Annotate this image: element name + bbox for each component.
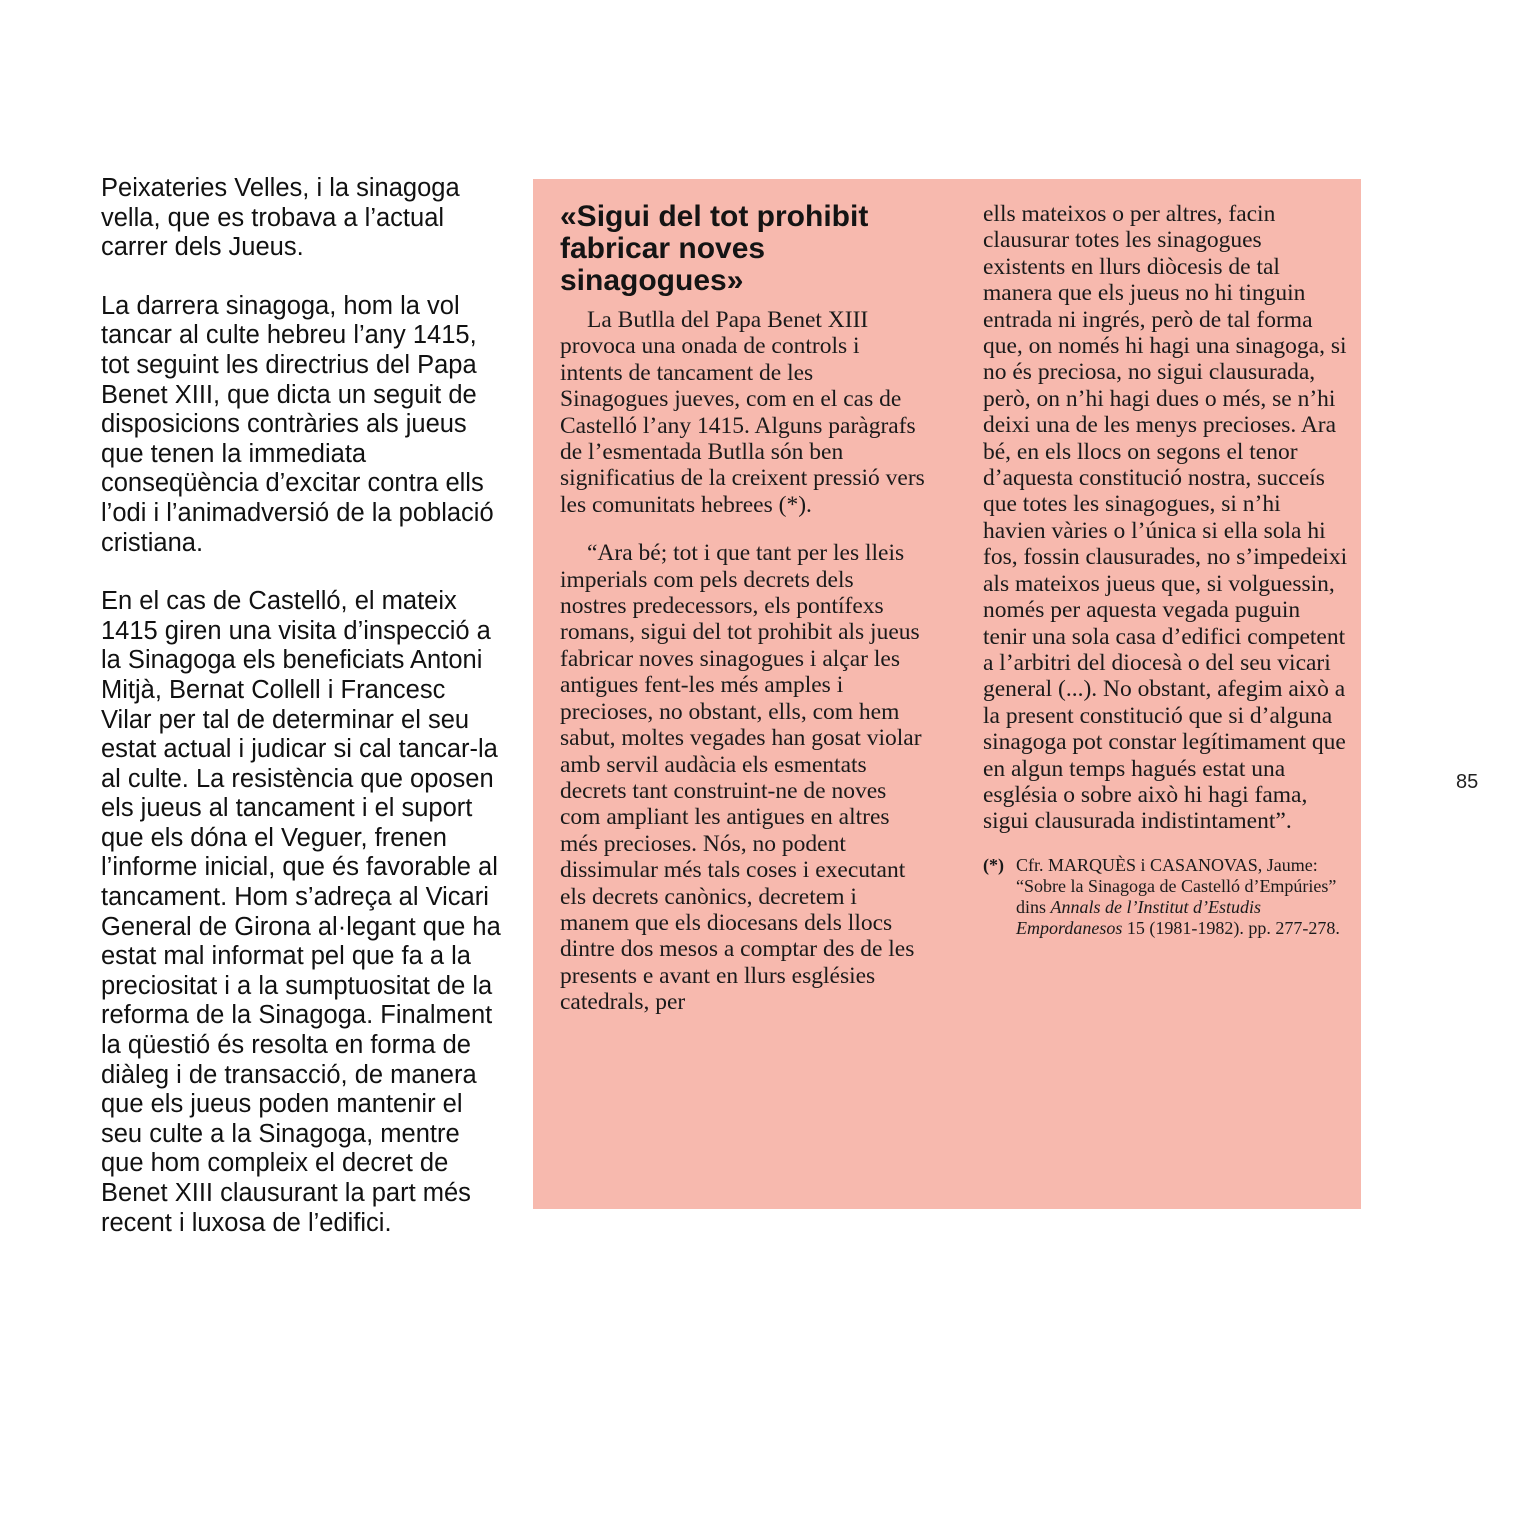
sidebar-heading: «Sigui del tot prohibit fabricar noves sinagogues» (560, 200, 869, 297)
footnote-marker: (*) (983, 854, 1004, 875)
footnote (983, 855, 1348, 939)
page-number: 85 (1456, 771, 1479, 793)
footnote-journal-title: Annals de l’Institut d’Estudis Empordanesos (1016, 896, 1262, 938)
sidebar-column-2 (983, 201, 1348, 939)
sidebar-intro: La Butlla del Papa Benet XIII provoca una onada de controls i intents de tancament de les Sinagogues jueves, com en el cas de Castelló l’any 1415. Alguns paràgrafs de l’esmentada Butlla són ben significatius de la creixent pressió vers les comunitats hebrees (*). (560, 307, 925, 518)
sidebar-box (533, 179, 1361, 1209)
body-paragraph-2: La darrera sinagoga, hom la vol tancar al culte hebreu l’any 1415, tot seguint les directrius del Papa Benet XIII, que dicta un seguit de disposicions contràries als jueus que tenen la immediata conseqüència d’excitar contra ells l’odi i l’animadversió de la població cristiana. (101, 291, 494, 557)
sidebar-quote-part-1: “Ara bé; tot i que tant per les lleis imperials com pels decrets dels nostres predecessors, els pontífexs romans, sigui del tot prohibit als jueus fabricar noves sinagogues i alçar les antigues fent-les més amples i precioses, no obstant, ells, com hem sabut, moltes vegades han gosat violar amb servil audàcia els esmentats decrets tant construint-ne de noves com ampliant les antigues en altres més precioses. Nós, no podent dissimular més tals coses i executant els decrets canònics, decretem i manem que els diocesans dels llocs dintre dos mesos a comptar des de les presents e avant en llurs esglésies catedrals, per (560, 540, 922, 1016)
footnote-text-before: Cfr. MARQUÈS i CASANOVAS, Jaume: “Sobre la Sinagoga de Castelló d’Empúries” dins (1016, 854, 1337, 917)
sidebar-column-1 (560, 201, 925, 1016)
sidebar-quote-part-2: ells mateixos o per altres, facin clausurar totes les sinagogues existents en llurs diòcesis de tal manera que els jueus no hi tinguin entrada ni ingrés, però de tal forma que, on només hi hagi una sinagoga, si no és preciosa, no sigui clausurada, però, on n’hi hagi dues o més, se n’hi deixi una de les menys precioses. Ara bé, en els llocs on segons el tenor d’aquesta constitució nostra, succeís que totes les sinagogues, si n’hi havien vàries o l’única si ella sola hi fos, fossin clausurades, no s’impedeixi als mateixos jueus que, si volguessin, només per aquesta vegada puguin tenir una sola casa d’edifici competent a l’arbitri del diocesà o del seu vicari general (...). No obstant, afegim això a la present constitució que si d’alguna sinagoga pot constar legítimament que en algun temps hagués estat una església o sobre això hi hagi fama, sigui clausurada indistintament”. (983, 201, 1348, 835)
body-paragraph-3: En el cas de Castelló, el mateix 1415 giren una visita d’inspecció a la Sinagoga els beneficiats Antoni Mitjà, Bernat Collell i Francesc Vilar per tal de determinar el seu estat actual i judicar si cal tancar-la al culte. La resistència que oposen els jueus al tancament i el suport que els dóna el Veguer, frenen l’informe inicial, que és favorable al tancament. Hom s’adreça al Vicari General de Girona al·legant que ha estat mal informat pel que fa a la preciositat i a la sumptuositat de la reforma de la Sinagoga. Finalment la qüestió és resolta en forma de diàleg i de transacció, de manera que els jueus poden mantenir el seu culte a la Sinagoga, mentre que hom compleix el decret de Benet XIII clausurant la part més recent i luxosa de l’edifici. (101, 587, 501, 1237)
footnote-text-after: 15 (1981-1982). pp. 277-278. (1122, 917, 1340, 938)
body-paragraph-1: Peixateries Velles, i la sinagoga vella, que es trobava a l’actual carrer dels Jueus. (101, 174, 460, 262)
main-text-column (101, 174, 501, 1267)
